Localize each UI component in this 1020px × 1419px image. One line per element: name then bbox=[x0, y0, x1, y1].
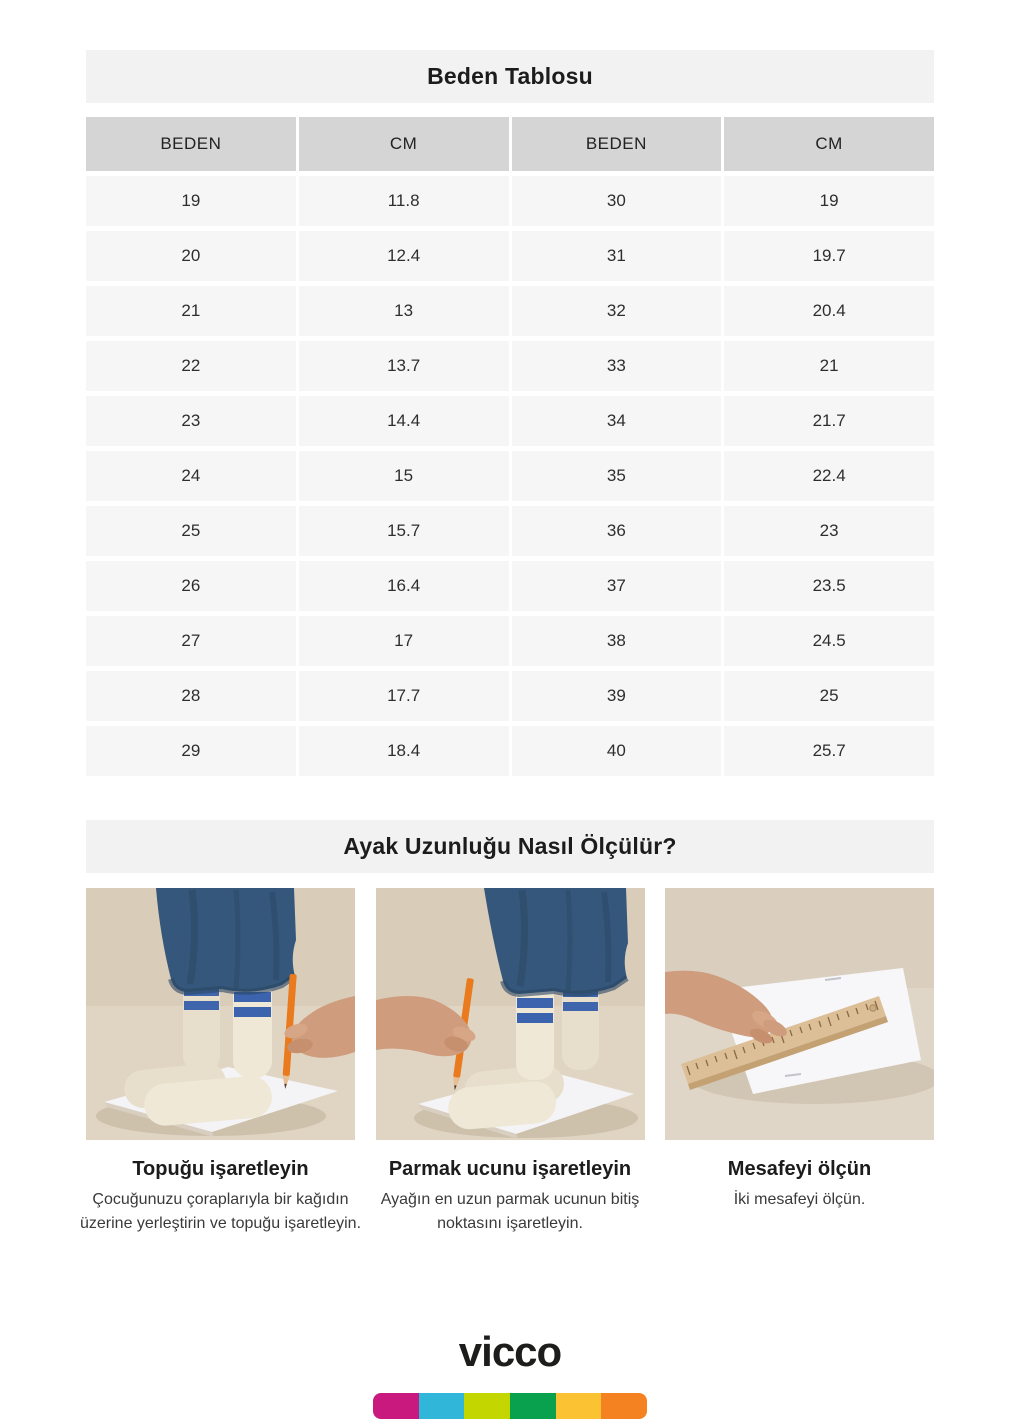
size-table-cell: 31 bbox=[512, 231, 722, 281]
size-table-cell: 15 bbox=[299, 451, 509, 501]
size-table bbox=[86, 117, 934, 776]
step-caption bbox=[359, 1157, 661, 1236]
measure-step-heel bbox=[79, 888, 362, 1236]
size-table-cell: 23.5 bbox=[724, 561, 934, 611]
size-table-cell: 37 bbox=[512, 561, 722, 611]
size-table-cell: 24 bbox=[86, 451, 296, 501]
size-table-title: Beden Tablosu bbox=[427, 63, 593, 89]
size-table-cell: 23 bbox=[724, 506, 934, 556]
size-table-cell: 40 bbox=[512, 726, 722, 776]
step-description: İki mesafeyi ölçün. bbox=[733, 1191, 866, 1208]
size-table-cell: 33 bbox=[512, 341, 722, 391]
size-table-cell: 22 bbox=[86, 341, 296, 391]
size-table-header-cell: BEDEN bbox=[512, 117, 722, 171]
size-table-header-cell: BEDEN bbox=[86, 117, 296, 171]
toe-marking-photo bbox=[376, 888, 645, 1140]
step-title: Topuğu işaretleyin bbox=[132, 1158, 309, 1180]
size-table-cell: 21 bbox=[86, 286, 296, 336]
measure-steps bbox=[79, 888, 934, 1236]
size-table-header-cell: CM bbox=[724, 117, 934, 171]
size-table-cell: 15.7 bbox=[299, 506, 509, 556]
step-title: Mesafeyi ölçün bbox=[727, 1158, 872, 1180]
size-table-cell: 23 bbox=[86, 396, 296, 446]
size-table-cell: 38 bbox=[512, 616, 722, 666]
size-table-cell: 28 bbox=[86, 671, 296, 721]
size-table-cell: 27 bbox=[86, 616, 296, 666]
size-table-cell: 29 bbox=[86, 726, 296, 776]
measure-guide-title: Ayak Uzunluğu Nasıl Ölçülür? bbox=[343, 833, 677, 859]
size-table-cell: 26 bbox=[86, 561, 296, 611]
step-title: Parmak ucunu işaretleyin bbox=[388, 1158, 632, 1180]
size-table-cell: 21.7 bbox=[724, 396, 934, 446]
size-table-cell: 19 bbox=[724, 176, 934, 226]
size-table-cell: 39 bbox=[512, 671, 722, 721]
brand-bar-segment bbox=[419, 1393, 465, 1419]
size-table-cell: 17.7 bbox=[299, 671, 509, 721]
size-table-cell: 35 bbox=[512, 451, 722, 501]
size-table-cell: 14.4 bbox=[299, 396, 509, 446]
step-caption bbox=[70, 1157, 372, 1236]
measure-step-ruler bbox=[665, 888, 934, 1236]
brand-wordmark: vicco bbox=[458, 1328, 562, 1375]
brand-bar-segment bbox=[373, 1393, 419, 1419]
size-table-cell: 25.7 bbox=[724, 726, 934, 776]
size-table-cell: 25 bbox=[86, 506, 296, 556]
size-chart-page bbox=[0, 50, 1020, 1410]
brand-bar-segment bbox=[510, 1393, 556, 1419]
brand-bar-segment bbox=[464, 1393, 510, 1419]
size-table-cell: 24.5 bbox=[724, 616, 934, 666]
size-table-cell: 11.8 bbox=[299, 176, 509, 226]
size-table-cell: 19 bbox=[86, 176, 296, 226]
size-table-cell: 19.7 bbox=[724, 231, 934, 281]
size-table-cell: 18.4 bbox=[299, 726, 509, 776]
size-table-cell: 30 bbox=[512, 176, 722, 226]
size-table-cell: 17 bbox=[299, 616, 509, 666]
size-table-cell: 13 bbox=[299, 286, 509, 336]
brand-color-bar bbox=[373, 1393, 647, 1419]
size-table-cell: 21 bbox=[724, 341, 934, 391]
brand-bar-segment bbox=[601, 1393, 647, 1419]
size-table-title-band bbox=[86, 50, 934, 103]
measure-step-toe bbox=[376, 888, 645, 1236]
size-table-cell: 20.4 bbox=[724, 286, 934, 336]
size-table-cell: 22.4 bbox=[724, 451, 934, 501]
size-table-header-cell: CM bbox=[299, 117, 509, 171]
brand-bar-segment bbox=[556, 1393, 602, 1419]
size-table-cell: 32 bbox=[512, 286, 722, 336]
jeans bbox=[484, 888, 628, 994]
size-table-cell: 20 bbox=[86, 231, 296, 281]
size-table-cell: 16.4 bbox=[299, 561, 509, 611]
jeans bbox=[156, 888, 296, 992]
heel-marking-photo bbox=[86, 888, 355, 1140]
step-caption bbox=[649, 1157, 951, 1212]
size-table-cell: 13.7 bbox=[299, 341, 509, 391]
size-table-cell: 25 bbox=[724, 671, 934, 721]
ruler-measuring-photo bbox=[665, 888, 934, 1140]
measure-guide-title-band bbox=[86, 820, 934, 873]
step-description: Ayağın en uzun parmak ucunun bitiş noktasını işaretleyin. bbox=[380, 1191, 640, 1232]
step-description: Çocuğunuzu çoraplarıyla bir kağıdın üzerine yerleştirin ve topuğu işaretleyin. bbox=[79, 1191, 362, 1232]
size-table-cell: 12.4 bbox=[299, 231, 509, 281]
size-table-cell: 34 bbox=[512, 396, 722, 446]
size-table-cell: 36 bbox=[512, 506, 722, 556]
